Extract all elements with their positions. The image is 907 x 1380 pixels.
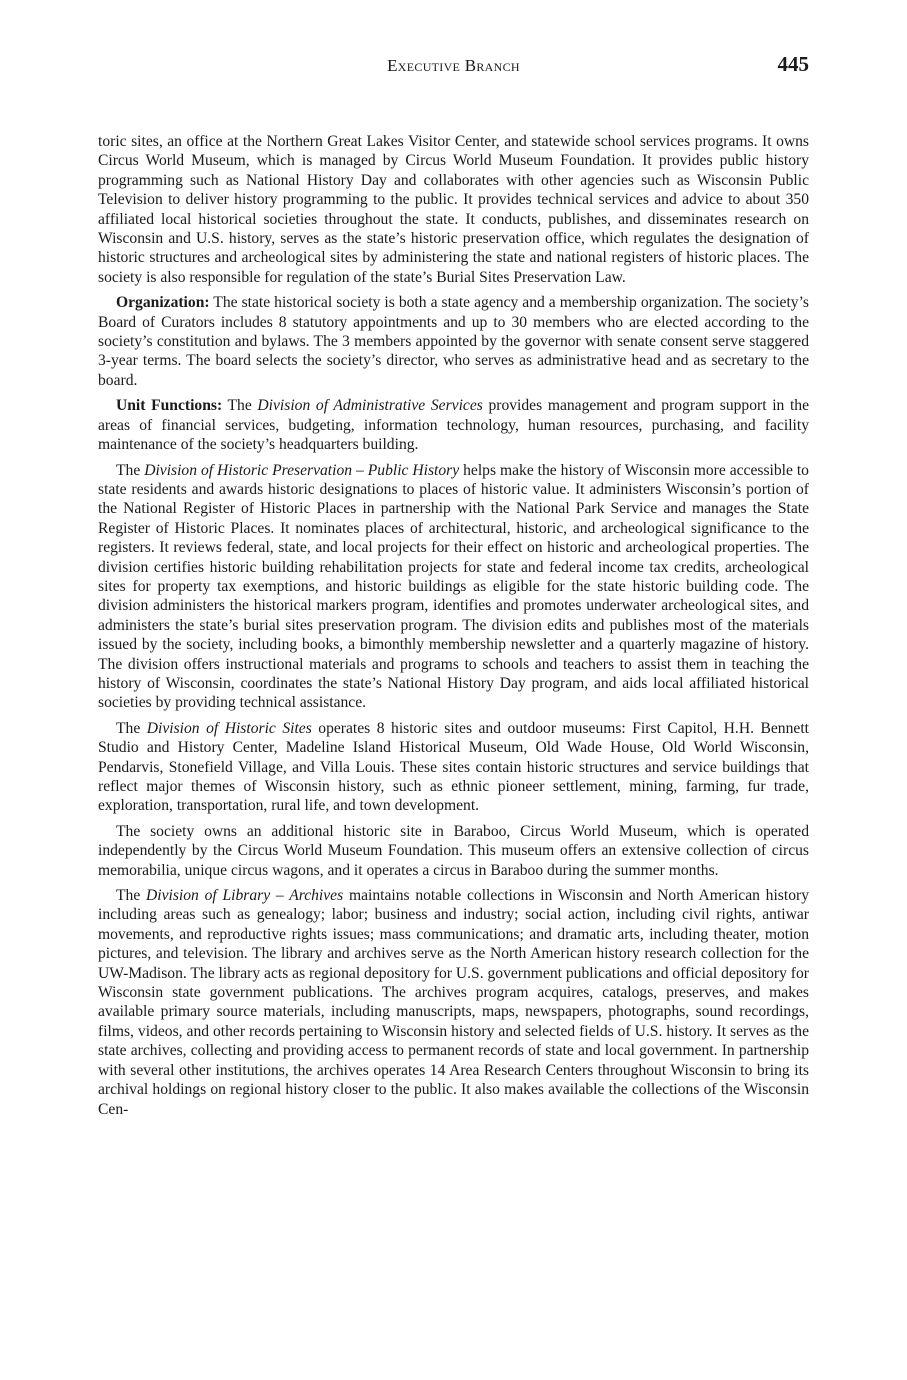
paragraph-text: toric sites, an office at the Northern Great Lakes Visitor Center, and statewide school services programs. It owns Circus World Museum, which is managed by Circus World Museum Foundation. It provides public history programming such as National History Day and collaborates with other agencies such as Wisconsin Public Television to deliver history programming to the public. It provides technical services and advice to about 350 affiliated local historical societies throughout the state. It conducts, publishes, and disseminates research on Wisconsin and U.S. history, serves as the state’s historic preservation office, which regulates the designation of historic structures and archeological sites by administering the state and national registers of historic places. The society is also responsible for regulation of the state’s Burial Sites Preservation Law. xyxy=(98,133,809,286)
paragraph-pre: The xyxy=(116,719,147,737)
paragraph-text: provides management and program support in the areas of financial services, budgeting, information technology, human resources, purchasing, and facility maintenance of the society’s headquarters building. xyxy=(98,397,810,454)
paragraph-library-archives xyxy=(98,886,809,1119)
page-number: 445 xyxy=(777,52,809,76)
paragraph-text: maintains notable collections in Wisconsin and North American history including areas such as genealogy; labor; business and industry; social action, including civil rights, antiwar movements, and reproductive rights issues; mass communications; and dramatic arts, including theater, motion pictures, and television. The library and archives serve as the North American history research collection for the UW-Madison. The library acts as regional depository for U.S. government publications and official depository for Wisconsin state government publications. The archives program acquires, catalogs, preserves, and makes available primary source materials, including manuscripts, maps, newspapers, photographs, sound recordings, films, videos, and other records pertaining to Wisconsin history and selected fields of U.S. history. It serves as the state archives, collecting and providing access to permanent records of state and local government. In partnership with several other institutions, the archives operates 14 Area Research Centers throughout Wisconsin to bring its archival holdings on regional history closer to the public. It also makes available the collections of the Wisconsin Cen- xyxy=(98,887,809,1118)
body-text xyxy=(98,132,809,1119)
paragraph-unit-functions xyxy=(98,396,809,454)
section-lead: Organization: xyxy=(116,294,210,312)
unit-name: Division of Administrative Services xyxy=(257,397,483,415)
paragraph-continuation xyxy=(98,132,809,287)
paragraph-historic-preservation xyxy=(98,461,809,713)
section-lead: Unit Functions: xyxy=(116,397,223,415)
unit-name: Division of Library – Archives xyxy=(146,887,344,905)
paragraph-text: The state historical society is both a state agency and a membership organization. The society’s Board of Curators includes 8 statutory appointments and up to 30 members who are elected according to the society’s constitution and bylaws. The 3 members appointed by the governor with senate consent serve staggered 3-year terms. The board selects the society’s director, who serves as administrative head and as secretary to the board. xyxy=(98,294,809,389)
paragraph-historic-sites xyxy=(98,719,809,816)
paragraph-text: The society owns an additional historic site in Baraboo, Circus World Museum, which is operated independently by the Circus World Museum Foundation. This museum offers an extensive collection of circus memorabilia, unique circus wagons, and it operates a circus in Baraboo during the summer months. xyxy=(98,822,809,879)
paragraph-pre: The xyxy=(222,397,258,415)
paragraph-text: operates 8 historic sites and outdoor museums: First Capitol, H.H. Bennett Studio and History Center, Madeline Island Historical Museum, Old Wade House, Old World Wisconsin, Pendarvis, Stonefield Village, and Villa Louis. These sites contain historic structures and service buildings that reflect major themes of Wisconsin history, such as ethnic pioneer settlement, mining, farming, fur trade, exploration, transportation, rural life, and town development. xyxy=(98,719,809,815)
running-head xyxy=(98,52,809,86)
paragraph-circus-world xyxy=(98,822,809,880)
paragraph-pre: The xyxy=(116,887,147,905)
paragraph-text: helps make the history of Wisconsin more accessible to state residents and awards historic designations to places of historic value. It administers Wisconsin’s portion of the National Register of Historic Places in partnership with the National Park Service and manages the State Register of Historic Places. It nominates places of architectural, historic, and archeological significance to the registers. It reviews federal, state, and local projects for their effect on historic and archeological properties. The division certifies historic building rehabilitation projects for state and federal income tax credits, archeological sites for property tax exemptions, and historic buildings as eligible for the state historic building code. The division administers the historical markers program, identifies and promotes underwater archeological sites, and administers the state’s burial sites preservation program. The division edits and publishes most of the materials issued by the society, including books, a bimonthly membership newsletter and a quarterly magazine of history. The division offers instructional materials and programs to schools and teachers to assist them in teaching the history of Wisconsin, coordinates the state’s National History Day program, and aids local affiliated historical societies by providing technical assistance. xyxy=(98,461,809,712)
paragraph-organization xyxy=(98,293,809,390)
running-head-title: Executive Branch xyxy=(387,56,520,75)
paragraph-pre: The xyxy=(116,461,145,479)
unit-name: Division of Historic Preservation – Public History xyxy=(144,461,460,479)
unit-name: Division of Historic Sites xyxy=(146,719,312,737)
